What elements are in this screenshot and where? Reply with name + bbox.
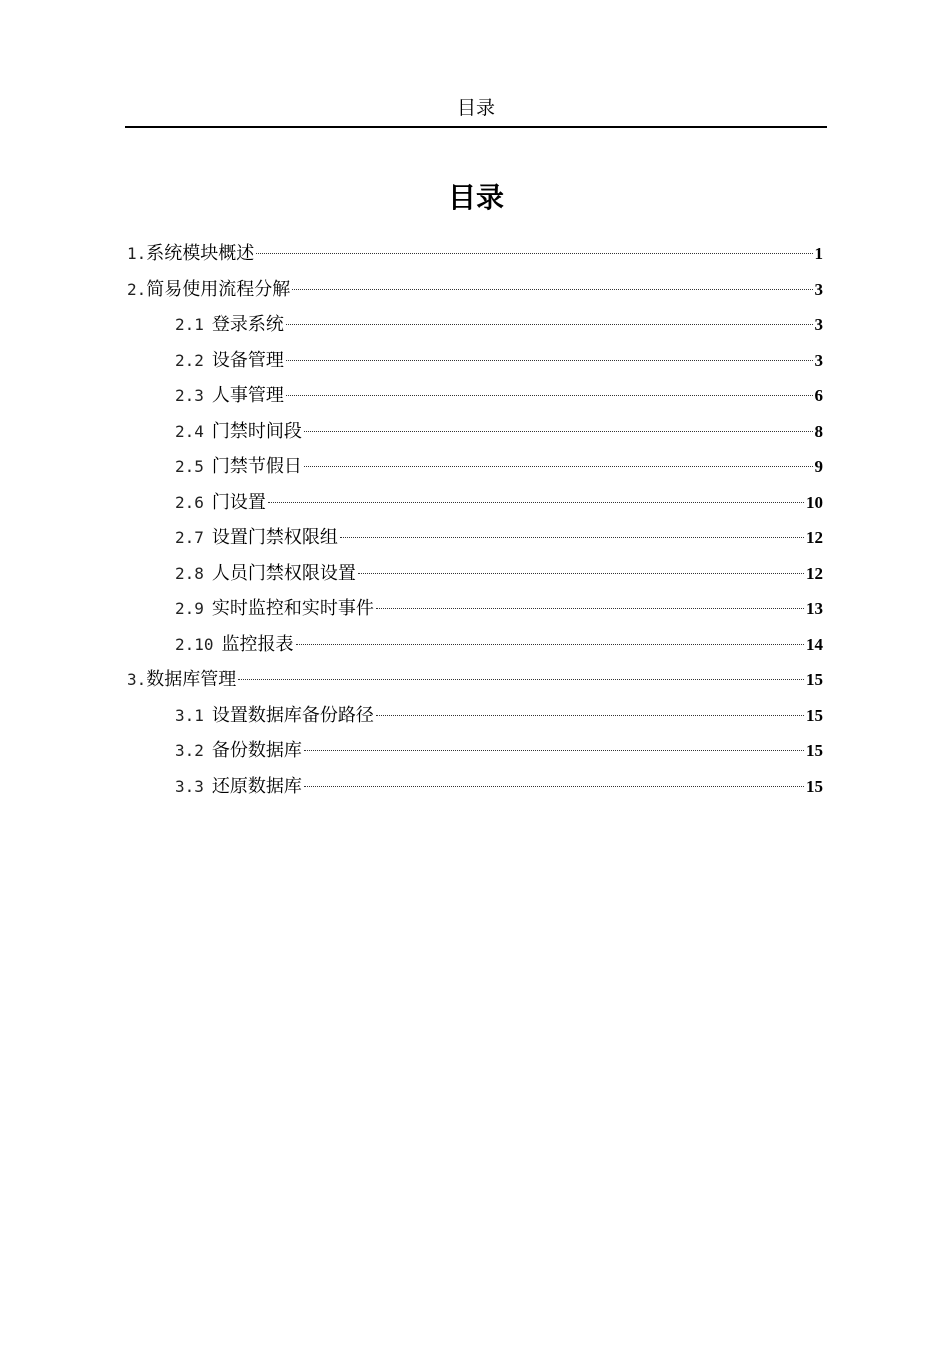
toc-entry-page-number: 15: [806, 776, 823, 796]
toc-entry[interactable]: [127, 378, 823, 414]
toc-entry-label: 设备管理: [211, 349, 284, 371]
toc-entry-page-number: 3: [814, 350, 823, 370]
toc-dot-leader: [304, 749, 804, 751]
toc-entry[interactable]: [127, 272, 823, 308]
toc-entry-number: 2.3: [175, 386, 204, 405]
toc-dot-leader: [256, 252, 812, 254]
toc-entry[interactable]: [127, 307, 823, 343]
toc-entry-page-number: 15: [806, 670, 823, 689]
toc-entry-number: 2.4: [175, 421, 204, 441]
toc-entry[interactable]: [127, 733, 823, 769]
toc-dot-leader: [292, 288, 812, 290]
toc-entry-label: 人事管理: [211, 385, 284, 406]
toc-entry-label: 门设置: [211, 491, 266, 513]
toc-dot-leader: [304, 785, 804, 787]
toc-entry-page-number: 3: [814, 279, 823, 299]
toc-entry[interactable]: [127, 343, 823, 379]
page-header: [125, 94, 827, 128]
toc-entry-label: 数据库管理: [146, 669, 237, 690]
toc-entry-label: 设置门禁权限组: [211, 527, 338, 548]
toc-entry-label: 备份数据库: [211, 740, 302, 761]
toc-title: 目录: [447, 181, 504, 214]
toc-entry-label: 实时监控和实时事件: [211, 598, 374, 619]
toc-entry-number: 2.10: [175, 634, 214, 654]
toc-entry-page-number: 12: [806, 563, 823, 583]
toc-entry-number: 2.8: [175, 563, 204, 583]
toc-entry-number: 2.: [127, 279, 147, 299]
toc-entry-number: 3.: [127, 670, 147, 689]
toc-entry[interactable]: [127, 769, 823, 805]
toc-entry-label: 门禁节假日: [211, 456, 302, 477]
toc-entry-label: 还原数据库: [211, 775, 302, 797]
toc-entry-number: 3.1: [175, 705, 204, 725]
header-title: 目录: [456, 97, 495, 119]
toc-entry-page-number: 14: [806, 634, 823, 654]
toc-entry-label: 登录系统: [211, 314, 284, 335]
toc-dot-leader: [286, 323, 813, 325]
toc-entry-page-number: 10: [806, 492, 823, 512]
toc-entry[interactable]: [127, 662, 823, 698]
toc-entry-page-number: 3: [814, 315, 823, 334]
toc-entry-label: 系统模块概述: [146, 243, 255, 264]
toc-entry[interactable]: [127, 627, 823, 663]
toc-entry[interactable]: [127, 236, 823, 272]
toc-entry[interactable]: [127, 520, 823, 556]
toc-entry-label: 简易使用流程分解: [146, 278, 291, 300]
toc-entry-label: 设置数据库备份路径: [211, 704, 374, 726]
toc-dot-leader: [304, 430, 813, 432]
toc-dot-leader: [238, 678, 804, 680]
toc-entry-number: 2.6: [175, 492, 204, 512]
toc-entry-label: 监控报表: [221, 633, 294, 655]
toc-entry-page-number: 13: [806, 599, 823, 618]
toc-entry-number: 2.1: [175, 315, 204, 334]
toc-entry-label: 人员门禁权限设置: [211, 562, 356, 584]
toc-entry-number: 2.5: [175, 457, 204, 476]
toc-dot-leader: [286, 394, 813, 396]
toc-dot-leader: [376, 607, 804, 609]
toc-entry[interactable]: [127, 485, 823, 521]
toc-entry[interactable]: [127, 698, 823, 734]
toc-dot-leader: [304, 465, 813, 467]
toc-entry-page-number: 12: [806, 528, 823, 547]
toc-dot-leader: [286, 359, 813, 361]
toc-entry-number: 3.3: [175, 776, 204, 796]
toc-dot-leader: [340, 536, 804, 538]
toc-dot-leader: [376, 714, 804, 716]
toc-entry-number: 2.9: [175, 599, 204, 618]
toc-entry-number: 2.2: [175, 350, 204, 370]
toc-entry-number: 2.7: [175, 528, 204, 547]
toc-entry-page-number: 8: [814, 421, 823, 441]
toc-entry-number: 1.: [127, 244, 147, 263]
table-of-contents: [127, 236, 823, 804]
toc-entry[interactable]: [127, 556, 823, 592]
toc-entry[interactable]: [127, 449, 823, 485]
toc-dot-leader: [358, 572, 804, 574]
toc-entry-page-number: 9: [814, 457, 823, 476]
toc-dot-leader: [296, 643, 804, 645]
toc-entry-page-number: 6: [814, 386, 823, 405]
toc-entry[interactable]: [127, 591, 823, 627]
toc-entry-page-number: 1: [814, 244, 823, 263]
toc-entry-number: 3.2: [175, 741, 204, 760]
toc-entry-label: 门禁时间段: [211, 420, 302, 442]
toc-dot-leader: [268, 501, 804, 503]
toc-entry[interactable]: [127, 414, 823, 450]
toc-entry-page-number: 15: [806, 741, 823, 760]
toc-entry-page-number: 15: [806, 705, 823, 725]
